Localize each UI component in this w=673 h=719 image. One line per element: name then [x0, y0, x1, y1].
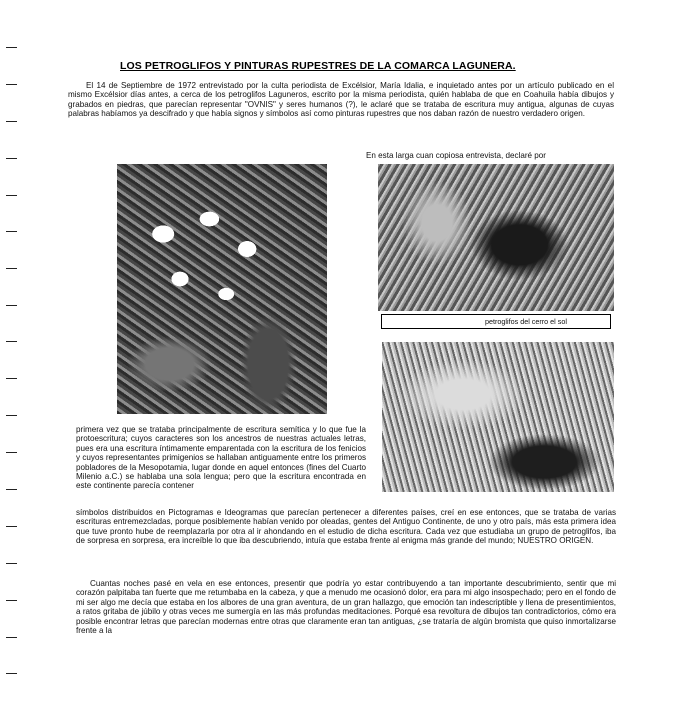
margin-tick: [6, 489, 17, 490]
margin-tick: [6, 84, 17, 85]
margin-tick-marks: [0, 0, 22, 719]
right-column-sentence-start: En esta larga cuan copiosa entrevista, declaré por: [366, 151, 546, 160]
margin-tick: [6, 158, 17, 159]
margin-tick: [6, 268, 17, 269]
margin-tick: [6, 121, 17, 122]
petroglyph-photo-top-right: [378, 164, 614, 311]
petroglyph-photo-left: [117, 164, 327, 414]
margin-tick: [6, 231, 17, 232]
margin-tick: [6, 195, 17, 196]
margin-tick: [6, 47, 17, 48]
closing-paragraph: Cuantas noches pasé en vela en ese entonces, presentir que podría yo estar contribuyendo a tan importante descubrimiento, sentir que mi corazón palpitaba tan fuerte que me retumbaba en la cabeza, y que a menudo me ocasionó dolor, era para mi algo insospechado; pero en el fondo de mi ser algo me decía que estaba en los albores de una gran aventura, de un gran hallazgo, que emoción tan indescriptible y llena de presentimientos, a ratos gritaba de júbilo y otras veces me sumergía en las más profundas meditaciones. Porqué esa revoltura de dibujos tan contradictorios, cómo era posible encontrar letras que parecían modernas entre otras que claramente eran tan antiguas, ¿se trataría de algún bromista que quiso inmortalizarse frente a la: [76, 579, 616, 636]
margin-tick: [6, 378, 17, 379]
left-column-paragraph: primera vez que se trataba principalmente de escritura semítica y lo que fue la protoescritura; cuyos caracteres son los ancestros de nuestras actuales letras, pues era una escritura íntimamente emparentada con la escritura de los fenicios y cuyos representantes primigenios se hallaban antiguamente entre los primeros pobladores de la Mesopotamia, lugar donde en aquel entonces (fines del Cuarto Milenio a.C.) se hablaba una sola lengua; pero que la escritura encontrada en este continente parecía contener: [76, 425, 366, 491]
margin-tick: [6, 305, 17, 306]
petroglyph-photo-bottom-right: [382, 342, 614, 492]
margin-tick: [6, 563, 17, 564]
margin-tick: [6, 415, 17, 416]
margin-tick: [6, 526, 17, 527]
document-title: LOS PETROGLIFOS Y PINTURAS RUPESTRES DE LA COMARCA LAGUNERA.: [120, 60, 516, 72]
photo-caption: petroglifos del cerro el sol: [381, 314, 611, 329]
margin-tick: [6, 452, 17, 453]
margin-tick: [6, 673, 17, 674]
continuation-paragraph: símbolos distribuidos en Pictogramas e Ideogramas que parecían pertenecer a diferentes países, creí en ese entonces, que se trataba de varias escrituras entremezcladas, porque posiblemente habían venido por oleadas, gentes del Antiguo Continente, de uno y otro país, más esta primera idea que tuve pronto hube de reemplazarla por otra al ir ahondando en el estudio de dicha escritura. Cada vez que estudiaba un grupo de petroglifos, iba de sorpresa en sorpresa, era increíble lo que iba descubriendo, intuía que estaba frente al enigma más grande del mundo; NUESTRO ORIGEN.: [76, 508, 616, 546]
margin-tick: [6, 637, 17, 638]
margin-tick: [6, 600, 17, 601]
intro-paragraph: El 14 de Septiembre de 1972 entrevistado por la culta periodista de Excélsior, María Idalia, e inquietado antes por un artículo publicado en el mismo Excélsior días antes, a cerca de los petroglifos Laguneros, escrito por la misma periodista, quién hablaba de que en Coahuila había dibujos y grabados en piedras, que parecían representar "OVNIS" y seres humanos (?), le aclaré que se trataba de escritura muy antigua, algunas de cuyas palabras habíamos ya descifrado y que había signos y símbolos así como pinturas rupestres que nos daban razón de nuestro verdadero origen.: [68, 81, 614, 119]
margin-tick: [6, 341, 17, 342]
